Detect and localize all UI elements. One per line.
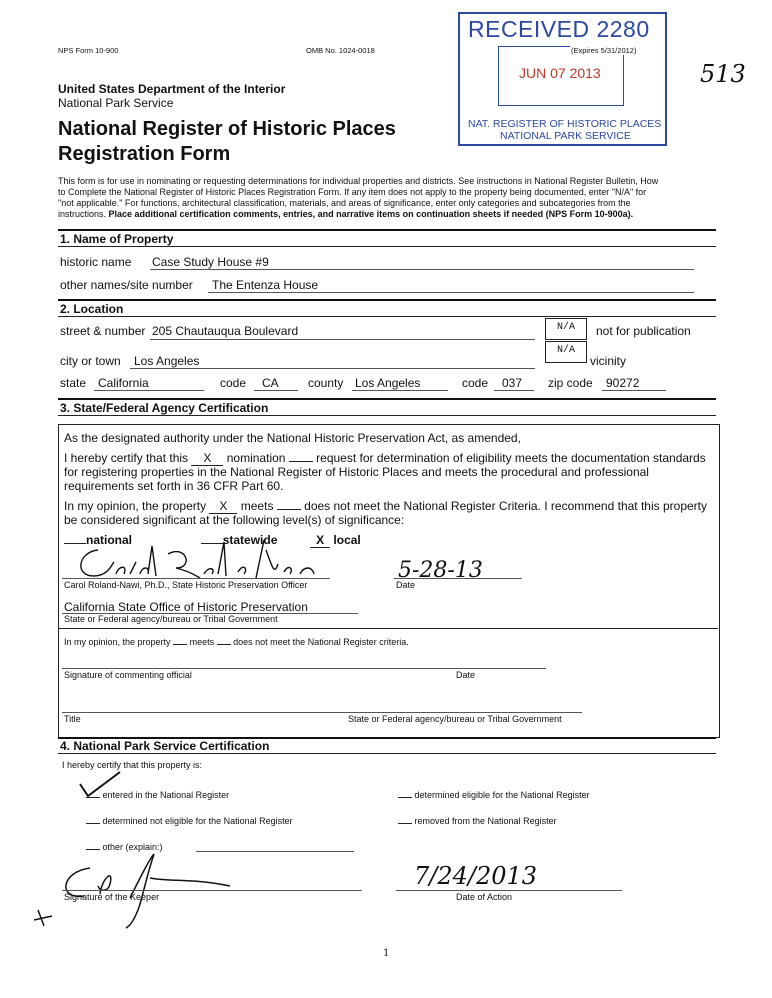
instructions-line: instructions. Place additional certification comments, entries, and narrative items on continuation sheets if needed (NPS Form 10-900a). (58, 209, 634, 219)
comment-opinion: In my opinion, the property meets does not meet the National Register criteria. (64, 637, 409, 647)
form-number: NPS Form 10-900 (58, 46, 119, 55)
field-line (62, 712, 582, 713)
shpo-signature (68, 538, 328, 582)
divider (58, 299, 716, 301)
field-line (62, 668, 546, 669)
city-value: Los Angeles (134, 354, 200, 368)
field-line (494, 390, 534, 391)
field-line (150, 269, 694, 270)
other-names-label: other names/site number (60, 278, 193, 292)
option-other[interactable]: other (explain:) (86, 842, 163, 852)
not-for-publication-box[interactable]: N/A (545, 318, 587, 340)
field-line (394, 578, 522, 579)
county-value: Los Angeles (355, 376, 421, 390)
department: United States Department of the Interior (58, 82, 286, 96)
page-title: National Register of Historic Places (58, 118, 396, 140)
county-code-value: 037 (502, 376, 523, 390)
divider (58, 229, 716, 231)
date-label: Date (396, 580, 416, 590)
state-value: California (98, 376, 149, 390)
option-removed[interactable]: removed from the National Register (398, 816, 557, 826)
action-date-label: Date of Action (456, 892, 513, 902)
divider (58, 628, 718, 629)
agency: National Park Service (58, 96, 174, 110)
agency-label: State or Federal agency/bureau or Tribal Government (348, 714, 562, 724)
vicinity-box[interactable]: N/A (545, 341, 587, 363)
option-determined-eligible[interactable]: determined eligible for the National Register (398, 790, 590, 800)
stamp-date-box (498, 46, 624, 106)
action-date: 7/24/2013 (414, 862, 538, 890)
certify-line: I hereby certify that this X nomination request for determination of eligibility meets the documentation standards (64, 451, 706, 465)
field-line (62, 890, 362, 891)
option-not-eligible[interactable]: determined not eligible for the National Register (86, 816, 293, 826)
opinion-line: In my opinion, the property X meets does not meet the National Register Criteria. I recommend that this property (64, 499, 707, 513)
handwritten-reference: 513 (700, 60, 746, 88)
significance-levels: national statewide X local (64, 533, 361, 548)
state-code-label: code (220, 376, 247, 390)
commenting-date-label: Date (456, 670, 476, 680)
keeper-signature-label: Signature of the Keeper (64, 892, 160, 902)
opinion-line2: be considered significant at the following level(s) of significance: (64, 513, 405, 527)
divider (58, 415, 716, 416)
section-1-heading: 1. Name of Property (60, 232, 174, 246)
not-for-publication-label: not for publication (596, 324, 691, 338)
zip-value: 90272 (606, 376, 640, 390)
stamp-line1: NAT. REGISTER OF HISTORIC PLACES (468, 118, 662, 130)
divider (58, 316, 716, 317)
stamp-date: JUN 07 2013 (519, 65, 601, 81)
county-code-label: code (462, 376, 489, 390)
vicinity-label: vicinity (590, 354, 627, 368)
received-stamp (458, 12, 667, 146)
field-line (62, 578, 330, 579)
office-value: California State Office of Historic Preservation (64, 600, 308, 614)
omb-number: OMB No. 1024-0018 (306, 46, 375, 55)
stamp-received: RECEIVED 2280 (468, 16, 650, 42)
signed-date: 5-28-13 (398, 558, 483, 583)
state-label: state (60, 376, 87, 390)
field-line (150, 339, 535, 340)
section-3-heading: 3. State/Federal Agency Certification (60, 401, 269, 415)
divider (58, 753, 716, 754)
instructions-line: "not applicable." For functions, architectural classification, materials, and areas of significance, enter only categories and subcategories from the (58, 198, 631, 208)
other-names-value: The Entenza House (212, 278, 319, 292)
page-number: 1 (383, 948, 390, 959)
nps-certify-text: I hereby certify that this property is: (62, 760, 203, 770)
field-line (352, 390, 448, 391)
authority-text: As the designated authority under the National Historic Preservation Act, as amended, (64, 431, 521, 445)
historic-name-label: historic name (60, 255, 132, 269)
street-label: street & number (60, 324, 146, 338)
field-line (94, 390, 204, 391)
divider (58, 398, 716, 400)
field-line (208, 292, 694, 293)
field-line (254, 390, 298, 391)
page-subtitle: Registration Form (58, 143, 231, 165)
county-label: county (308, 376, 344, 390)
state-code-value: CA (262, 376, 279, 390)
historic-name-value: Case Study House #9 (152, 255, 269, 269)
stamp-line2: NATIONAL PARK SERVICE (500, 130, 631, 142)
certify-line2: for registering properties in the National Register of Historic Places and meets the procedural and professional (64, 465, 649, 479)
instructions-line: This form is for use in nominating or requesting determinations for individual properties and districts. See instructions in National Register Bulletin, How (58, 176, 659, 186)
title-label: Title (64, 714, 81, 724)
field-line (396, 890, 622, 891)
signer-name: Carol Roland-Nawi, Ph.D., State Historic Preservation Officer (64, 580, 308, 590)
zip-label: zip code (548, 376, 593, 390)
section-2-heading: 2. Location (60, 302, 124, 316)
section-4-heading: 4. National Park Service Certification (60, 739, 270, 753)
expires-date: (Expires 5/31/2012) (571, 46, 637, 55)
city-label: city or town (60, 354, 121, 368)
field-line (602, 390, 666, 391)
office-label: State or Federal agency/bureau or Tribal Government (64, 614, 278, 624)
field-line (130, 368, 535, 369)
divider (58, 246, 716, 247)
certify-line3: requirements set forth in 36 CFR Part 60. (64, 479, 284, 493)
street-value: 205 Chautauqua Boulevard (152, 324, 299, 338)
instructions-line: to Complete the National Register of Historic Places Registration Form. If any item does not apply to the property being documented, enter "N/A" for (58, 187, 647, 197)
instructions (58, 176, 716, 220)
commenting-signature-label: Signature of commenting official (64, 670, 192, 680)
option-entered[interactable]: entered in the National Register (86, 790, 229, 800)
